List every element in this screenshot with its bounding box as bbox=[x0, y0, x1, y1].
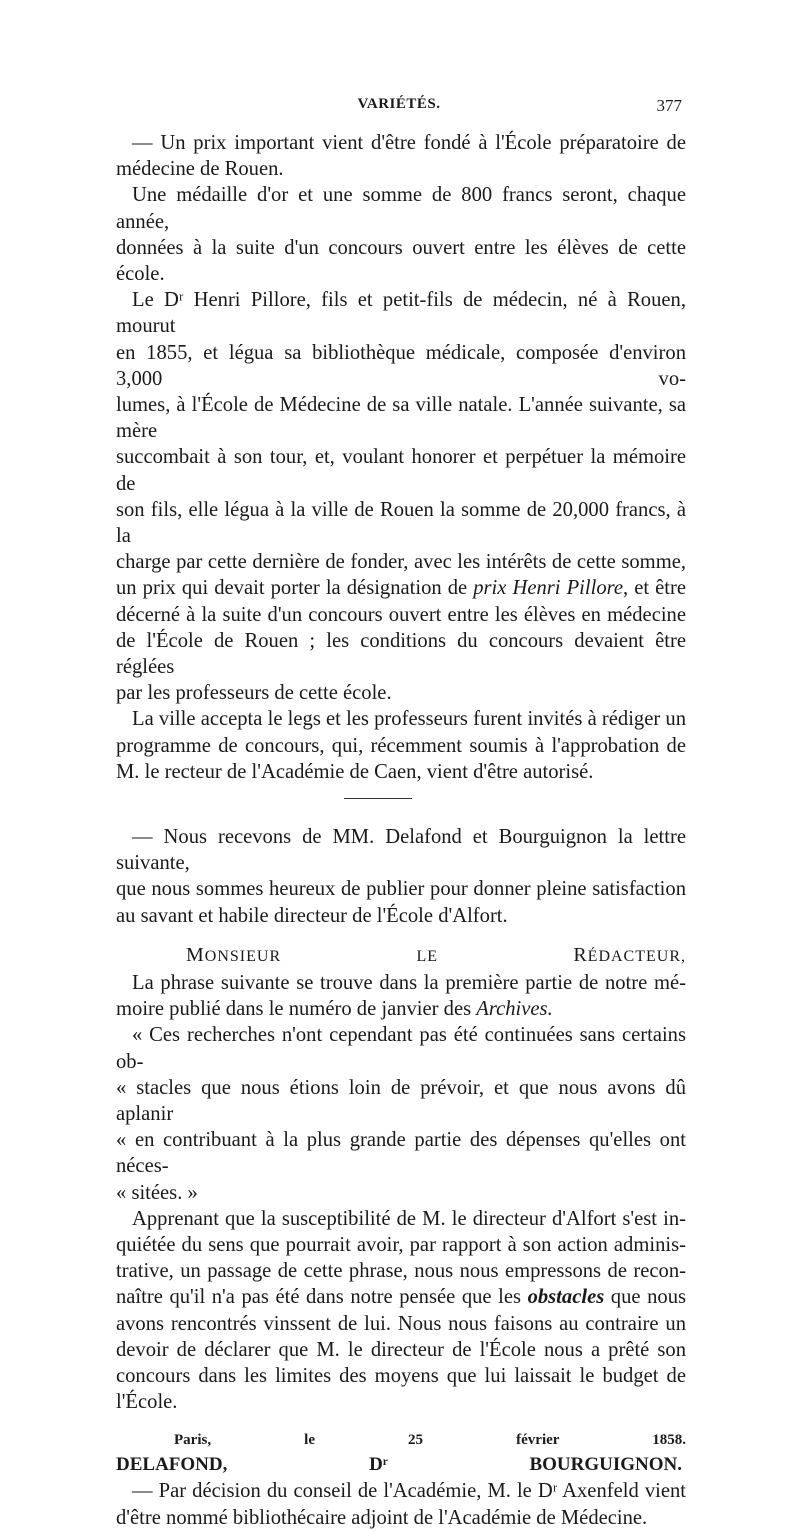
paragraph-medaille bbox=[116, 182, 686, 287]
dateline: Paris, le 25 février 1858. bbox=[174, 1432, 686, 1449]
text-line: que nous sommes heureux de publier pour donner pleine satisfaction bbox=[116, 878, 686, 901]
quotation bbox=[116, 1022, 686, 1205]
text-line: données à la suite d'un concours ouvert entre les élèves de cette école. bbox=[116, 236, 686, 286]
text-run: un prix qui devait porter la désignation de bbox=[116, 577, 474, 600]
paragraph-lettre bbox=[116, 824, 686, 929]
text-line: d'être nommé bibliothécaire adjoint de l'Académie de Médecine. bbox=[116, 1506, 648, 1529]
text-line: au savant et habile directeur de l'École d'Alfort. bbox=[116, 904, 508, 927]
paragraph-prix-rouen bbox=[116, 130, 686, 182]
paragraph-axenfeld bbox=[116, 1478, 686, 1530]
body-text bbox=[116, 130, 686, 1531]
text-line: devoir de déclarer que M. le directeur de l'École nous a prêté son bbox=[116, 1338, 686, 1361]
text-line bbox=[116, 1284, 686, 1310]
quote-line: « stacles que nous étions loin de prévoir, et que nous avons dû aplanir bbox=[116, 1076, 686, 1125]
spacer bbox=[116, 811, 686, 824]
paragraph-ville bbox=[116, 706, 686, 785]
text-line: — Par décision du conseil de l'Académie, M. le Dʳ Axenfeld vient bbox=[132, 1480, 686, 1503]
salutation-text: ÉDACTEUR, bbox=[587, 947, 686, 965]
text-run: , et être bbox=[623, 577, 686, 600]
page-header bbox=[116, 96, 682, 122]
text-line: M. le recteur de l'Académie de Caen, vient d'être autorisé. bbox=[116, 760, 594, 783]
spacer bbox=[116, 1415, 686, 1428]
text-line: — Nous recevons de MM. Delafond et Bourguignon la lettre suivante, bbox=[116, 826, 686, 875]
text-line: — Un prix important vient d'être fondé à l'École préparatoire de bbox=[132, 132, 686, 154]
quote-line: « sitées. » bbox=[116, 1181, 198, 1204]
running-head: VARIÉTÉS. bbox=[357, 96, 441, 112]
text-run: moire publié dans le numéro de janvier des bbox=[116, 998, 477, 1021]
text-line: décerné à la suite d'un concours ouvert entre les élèves en médecine bbox=[116, 603, 686, 626]
text-line: programme de concours, qui, récemment soumis à l'approbation de bbox=[116, 734, 686, 757]
text-line: quiétée du sens que pourrait avoir, par rapport à son action adminis- bbox=[116, 1233, 686, 1256]
section-separator bbox=[116, 785, 686, 811]
text-line: en 1855, et légua sa bibliothèque médicale, composée d'environ 3,000 vo- bbox=[116, 341, 686, 390]
text-line: trative, un passage de cette phrase, nous nous empressons de recon- bbox=[116, 1260, 686, 1283]
text-line: La ville accepta le legs et les professeurs furent invités à rédiger un bbox=[132, 708, 686, 731]
text-line: Une médaille d'or et une somme de 800 francs seront, chaque année, bbox=[116, 184, 686, 233]
separator-rule bbox=[344, 798, 412, 799]
paragraph-phrase bbox=[116, 970, 686, 1022]
paragraph-apprenant bbox=[116, 1206, 686, 1416]
text-line: La phrase suivante se trouve dans la première partie de notre mé- bbox=[132, 971, 686, 994]
text-line: avons rencontrés vinssent de lui. Nous nous faisons au contraire un bbox=[116, 1312, 686, 1335]
text-line: de l'École de Rouen ; les conditions du concours devaient être réglées bbox=[116, 629, 686, 679]
text-run: que nous bbox=[604, 1286, 687, 1309]
text-line: charge par cette dernière de fonder, avec les intérêts de cette somme, bbox=[116, 551, 686, 574]
prix-name-italic: prix Henri Pillore bbox=[473, 577, 624, 600]
spacer bbox=[116, 929, 686, 942]
archives-italic: Archives. bbox=[476, 998, 553, 1021]
text-line: Le Dʳ Henri Pillore, fils et petit-fils de médecin, né à Rouen, mourut bbox=[116, 289, 686, 338]
text-line: concours dans les limites des moyens que lui laissait le budget de l'École. bbox=[116, 1364, 686, 1414]
text-line: médecine de Rouen. bbox=[116, 158, 284, 181]
page-number: 377 bbox=[656, 96, 682, 115]
quote-line: « en contribuant à la plus grande partie des dépenses qu'elles ont néces- bbox=[116, 1129, 686, 1178]
salutation bbox=[116, 942, 686, 970]
signature: DELAFOND, Dʳ BOURGUIGNON. bbox=[116, 1454, 682, 1476]
text-line bbox=[116, 996, 686, 1022]
text-line: son fils, elle légua à la ville de Rouen la somme de 20,000 francs, à la bbox=[116, 498, 686, 548]
salutation-cap: R bbox=[573, 943, 588, 966]
salutation-cap: M bbox=[186, 943, 205, 966]
paragraph-pillore bbox=[116, 287, 686, 706]
text-line: Apprenant que la susceptibilité de M. le directeur d'Alfort s'est in- bbox=[132, 1207, 686, 1230]
text-line bbox=[116, 575, 686, 601]
text-line: par les professeurs de cette école. bbox=[116, 682, 392, 705]
text-line: lumes, à l'École de Médecine de sa ville natale. L'année suivante, sa mère bbox=[116, 394, 686, 443]
text-run: naître qu'il n'a pas été dans notre pensée que les bbox=[116, 1286, 528, 1309]
obstacles-italic: obstacles bbox=[527, 1286, 605, 1309]
salutation-text: ONSIEUR LE bbox=[204, 947, 574, 965]
text-line: succombait à son tour, et, voulant honorer et perpétuer la mémoire de bbox=[116, 446, 686, 495]
quote-line: « Ces recherches n'ont cependant pas été continuées sans certains ob- bbox=[116, 1024, 686, 1073]
